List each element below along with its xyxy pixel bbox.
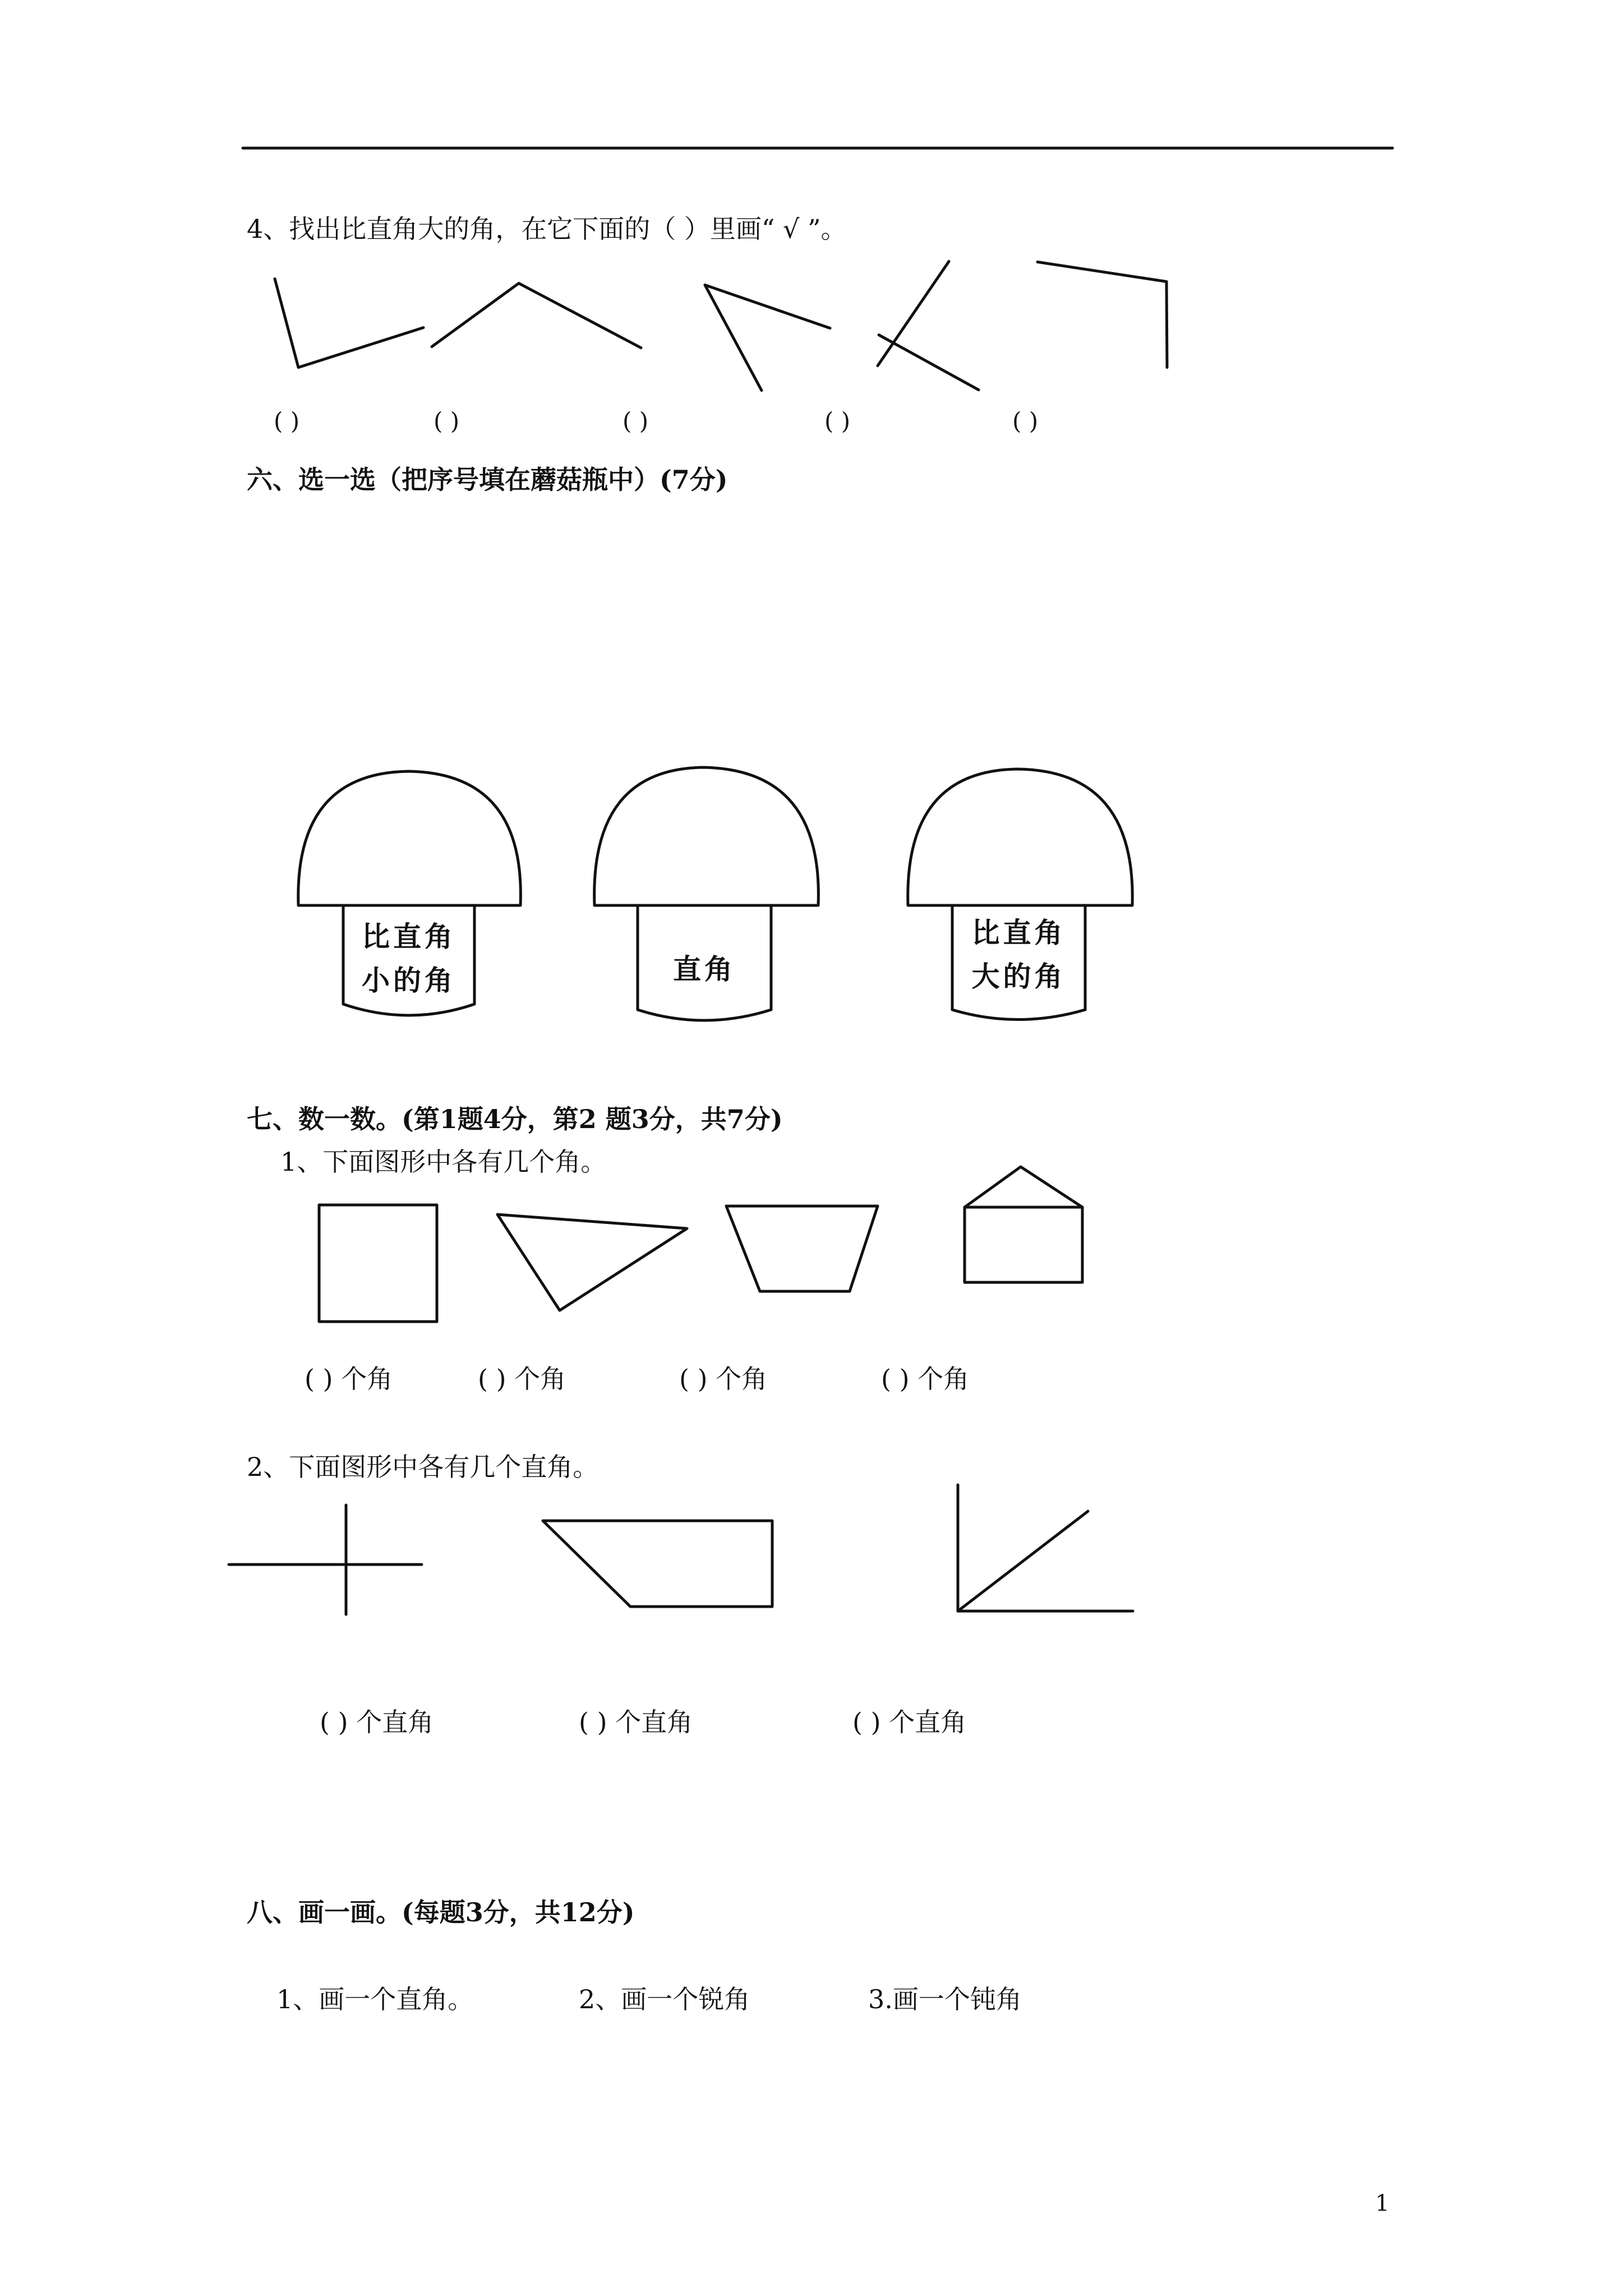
mushroom-1-label [343, 923, 474, 995]
answer-blank-2[interactable]: ( ) [434, 407, 460, 435]
angle-count-answer-1[interactable]: ( ) 个角 [305, 1364, 393, 1394]
answer-blank-1[interactable]: ( ) [274, 407, 300, 435]
angle-with-ray-shape [958, 1485, 1133, 1611]
section-8-heading: 八、画一画。(每题3分，共12分) [247, 1897, 635, 1927]
page-number: 1 [1375, 2191, 1390, 2216]
answer-blank-5[interactable]: ( ) [1012, 407, 1039, 435]
angle-figure-3 [705, 285, 830, 390]
section-7-question-2: 2、下面图形中各有几个直角。 [247, 1452, 599, 1482]
right-angle-count-answer-2[interactable]: ( ) 个直角 [579, 1707, 693, 1737]
section-6-heading: 六、选一选（把序号填在蘑菇瓶中）(7分) [247, 464, 728, 495]
section-7-heading: 七、数一数。(第1题4分，第2 题3分，共7分) [247, 1104, 783, 1134]
house-shape [965, 1167, 1082, 1282]
angle-figure-2 [432, 283, 641, 348]
mushroom-3-label [952, 919, 1085, 991]
angle-figure-4b [879, 335, 979, 390]
angle-figure-5 [1038, 262, 1167, 367]
answer-blank-4[interactable]: ( ) [824, 407, 851, 435]
angle-count-answer-3[interactable]: ( ) 个角 [679, 1364, 768, 1394]
square-shape [319, 1205, 437, 1322]
mushroom-2-line-1: 直角 [673, 953, 736, 986]
angle-figure-4a [878, 261, 949, 366]
triangle-shape [497, 1214, 687, 1310]
mushroom-1-line-2: 小的角 [362, 964, 456, 997]
answer-blank-3[interactable]: ( ) [623, 407, 649, 435]
mushroom-3-line-2: 大的角 [971, 960, 1066, 993]
angle-figure-1 [275, 279, 423, 367]
mushroom-3-line-1: 比直角 [971, 917, 1066, 949]
right-trapezoid-shape [543, 1521, 772, 1607]
mushroom-2-label [638, 953, 771, 986]
draw-item-3: 3.画一个钝角 [868, 1984, 1022, 2014]
right-angle-count-answer-1[interactable]: ( ) 个直角 [320, 1707, 434, 1737]
trapezoid-shape [726, 1206, 878, 1291]
mushroom-1-line-1: 比直角 [362, 921, 456, 953]
angle-count-answer-2[interactable]: ( ) 个角 [478, 1364, 566, 1394]
section-7-question-1: 1、下面图形中各有几个角。 [280, 1147, 607, 1177]
angle-count-answer-4[interactable]: ( ) 个角 [881, 1364, 970, 1394]
draw-item-2: 2、画一个锐角 [579, 1984, 750, 2014]
cross-shape [229, 1505, 422, 1614]
draw-item-1: 1、画一个直角。 [276, 1984, 474, 2014]
question-4-title: 4、找出比直角大的角，在它下面的（ ）里画“ √ ”。 [247, 214, 847, 244]
right-angle-count-answer-3[interactable]: ( ) 个直角 [852, 1707, 967, 1737]
